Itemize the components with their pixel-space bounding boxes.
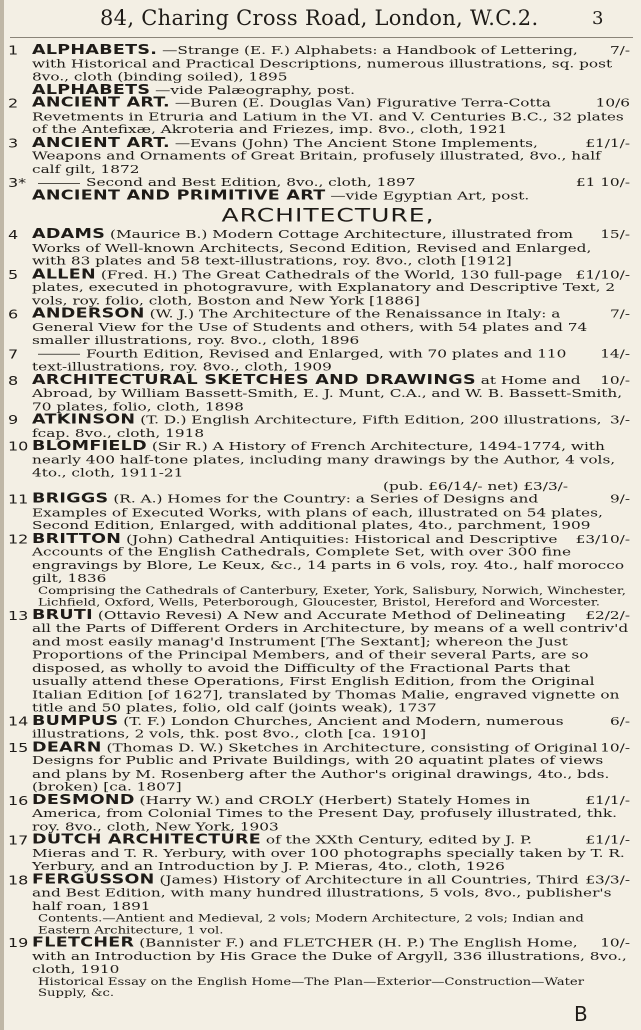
catalogue-entry — [8, 97, 630, 137]
entry-heading: FLETCHER — [32, 934, 135, 951]
entry-description: at Home and Abroad, by William Bassett-Smith, E. J. Munt, C.A., and W. B. Bassett-Smith, 70 plates, folio, cloth, 1898 — [32, 373, 623, 414]
header-address: 84, Charing Cross Road, London, W.C.2. — [100, 6, 539, 30]
entry-price: 10/- — [600, 373, 630, 387]
entry-price: £1/1/- — [585, 135, 630, 150]
catalogue-listing — [8, 44, 630, 1000]
entry-heading: ANCIENT ART. — [32, 135, 170, 151]
entry-heading: BRIGGS — [32, 491, 109, 507]
entry-heading: ANCIENT AND PRIMITIVE ART — [32, 187, 326, 204]
entry-contents-note: Historical Essay on the English Home—The Plan—Exterior—Construction—Water Supply, &c. — [38, 976, 584, 1000]
entry-description: (Sir R.) A History of French Architecture, 1494-1774, with nearly 400 half-tone plates, including many drawings by the Author, 4 vols, 4to., cloth, 1911-21 — [32, 439, 616, 480]
entry-contents-note: Contents.—Antient and Medieval, 2 vols; Modern Architecture, 2 vols; Indian and Eastern Architecture, 1 vol. — [38, 913, 584, 937]
entry-number: 2 — [8, 96, 19, 111]
catalogue-entry — [8, 44, 630, 84]
header-rule — [10, 37, 633, 38]
ditto-dash — [38, 183, 80, 184]
entry-number: 17 — [8, 832, 29, 848]
entry-description: of the XXth Century, edited by J. P. Mieras and T. R. Yerbury, with over 100 photographs specially taken by T. R. Yerbury, and an Introduction by J. P. Mieras, 4to., cloth, 1926 — [32, 832, 625, 874]
entry-number: 15 — [8, 740, 29, 755]
catalogue-entry — [8, 440, 630, 480]
page-header — [0, 4, 641, 34]
entry-number: 3* — [8, 175, 27, 190]
entry-contents-note: Comprising the Cathedrals of Canterbury, Exeter, York, Salisbury, Norwich, Winchester, Lichfield, Oxford, Wells, Peterborough, Gloucester, Bristol, Hereford and Worcester. — [38, 585, 626, 609]
entry-heading: DEARN — [32, 739, 102, 755]
catalogue-entry — [8, 834, 630, 874]
entry-price: £3/10/- — [575, 531, 630, 546]
entry-number: 18 — [8, 872, 29, 887]
entry-description: (Harry W.) and CROLY (Herbert) Stately Homes in America, from Colonial Times to the Present Day, profusely illustrated, thk. roy. 8vo., cloth, New York, 1903 — [32, 793, 617, 834]
signature-mark: B — [574, 1002, 588, 1026]
entry-number: 8 — [8, 373, 19, 388]
entry-description: (James) History of Architecture in all Countries, Third and Best Edition, with many hundred illustrations, 5 vols, 8vo., publisher's half roan, 1891 — [32, 872, 612, 913]
entry-price: 10/6 — [595, 96, 630, 110]
entry-heading: ANDERSON — [32, 306, 145, 322]
entry-description: Second and Best Edition, 8vo., cloth, 1897 — [86, 175, 416, 190]
catalogue-entry — [8, 347, 630, 373]
entry-description: —vide Palæography, post. — [155, 82, 355, 97]
catalogue-entry — [8, 873, 630, 913]
entry-heading: DUTCH ARCHITECTURE — [32, 832, 261, 848]
entry-number: 11 — [8, 492, 29, 507]
entry-price: 3/- — [609, 412, 630, 427]
entry-description: —vide Egyptian Art, post. — [330, 188, 530, 203]
catalogue-entry — [8, 794, 630, 834]
entry-number: 9 — [8, 412, 19, 428]
entry-number: 13 — [8, 608, 29, 623]
entry-number: 7 — [8, 346, 19, 362]
entry-heading: ARCHITECTURAL SKETCHES AND DRAWINGS — [32, 372, 476, 388]
entry-heading: ALPHABETS. — [32, 42, 158, 58]
entry-publisher-price: (pub. £6/14/- net) £3/3/- — [383, 478, 568, 493]
entry-number: 1 — [8, 43, 19, 58]
catalogue-entry — [8, 936, 630, 976]
entry-number: 10 — [8, 439, 29, 454]
entry-heading: ALLEN — [32, 266, 96, 282]
entry-price: £1 10/- — [575, 175, 630, 190]
page-gutter-shadow — [0, 0, 4, 1030]
entry-price: 9/- — [609, 492, 630, 506]
entry-description: (R. A.) Homes for the Country: a Series of Designs and Examples of Executed Works, with plans of each, illustrated on 54 plates, Second Edition, Enlarged, with additional plates, 4to., parchment, 1909 — [32, 492, 603, 533]
entry-number: 5 — [8, 267, 19, 282]
entry-price: £1/1/- — [585, 832, 630, 847]
entry-description: (Ottavio Revesi) A New and Accurate Method of Delineating all the Parts of Different Orders in Architecture, by means of a well contriv'd and most easily manag'd Instrument [The Sextant]; whereon the Just Proportions of the Principal Members, and of their several Parts, are so disposed, as wholly to avoid the Difficulty of the Fractional Parts that usually attend these Operations, First English Edition, from the Original Italian Edition [of 1627], translated by Thomas Malie, engraved vignette on title and 50 plates, folio, old calf (joints weak), 1737 — [32, 608, 629, 715]
catalogue-entry — [8, 374, 630, 414]
entry-description: (W. J.) The Architecture of the Renaissance in Italy: a General View for the Use of Students and others, with 54 plates and 74 smaller illustrations, roy. 8vo., cloth, 1896 — [32, 306, 588, 348]
entry-number: 6 — [8, 306, 19, 322]
section-heading: ARCHITECTURE, — [221, 204, 435, 227]
entry-description: (Maurice B.) Modern Cottage Architecture, illustrated from Works of Well-known Architects, Second Edition, Revised and Enlarged, with 83 plates and 58 text-illustrations, roy. 8vo., cloth [1912] — [32, 227, 592, 268]
entry-price: 7/- — [609, 43, 630, 57]
entry-price: £1/10/- — [575, 267, 630, 281]
catalogue-entry — [8, 228, 630, 268]
entry-heading: BUMPUS — [32, 713, 119, 729]
entry-heading: BLOMFIELD — [32, 438, 147, 454]
entry-number: 19 — [8, 935, 29, 951]
entry-description: Fourth Edition, Revised and Enlarged, with 70 plates and 110 text-illustrations, roy. 8vo., cloth, 1909 — [32, 346, 567, 374]
entry-description: (John) Cathedral Antiquities: Historical and Descriptive Accounts of the English Cathedrals, Complete Set, with over 300 fine engravings by Blore, Le Keux, &c., 14 parts in 6 vols, roy. 4to., half morocco gilt, 1836 — [32, 531, 625, 586]
entry-description: (T. F.) London Churches, Ancient and Modern, numerous illustrations, 2 vols, thk. post 8vo., cloth [ca. 1910] — [32, 713, 564, 741]
catalogue-entry — [8, 189, 630, 202]
entry-number: 12 — [8, 531, 29, 547]
catalogue-entry — [8, 308, 630, 348]
entry-price: £1/1/- — [585, 793, 630, 807]
entry-description: —Evans (John) The Ancient Stone Implements, Weapons and Ornaments of Great Britain, profusely illustrated, 8vo., half calf gilt, 1872 — [32, 135, 601, 176]
ditto-dash — [38, 354, 80, 355]
entry-number: 4 — [8, 227, 19, 242]
entry-price: £3/3/- — [585, 872, 630, 887]
entry-heading: ADAMS — [32, 226, 106, 242]
entry-number: 16 — [8, 793, 29, 808]
catalogue-entry — [8, 493, 630, 533]
entry-price: 6/- — [609, 713, 630, 728]
entry-heading: ALPHABETS — [32, 82, 151, 98]
entry-heading: ANCIENT ART. — [32, 95, 170, 111]
catalogue-entry — [8, 137, 630, 177]
entry-price: 10/- — [600, 935, 630, 950]
catalogue-entry — [8, 715, 630, 741]
entry-number: 14 — [8, 713, 29, 729]
entry-price: 14/- — [600, 346, 630, 361]
entry-heading: BRITTON — [32, 531, 122, 547]
entry-heading: ATKINSON — [32, 412, 136, 428]
entry-description: (Bannister F.) and FLETCHER (H. P.) The English Home, with an Introduction by His Grace the Duke of Argyll, 336 illustrations, 8vo., cloth, 1910 — [32, 935, 627, 976]
catalogue-entry — [8, 414, 630, 440]
entry-price: £2/2/- — [585, 608, 630, 622]
entry-description: —Buren (E. Douglas Van) Figurative Terra-Cotta Revetments in Etruria and Latium in the VI. and V. Centuries B.C., 32 plates of the Antefixæ, Akroteria and Friezes, imp. 8vo., cloth, 1921 — [32, 96, 624, 137]
page-number: 3 — [592, 8, 604, 29]
catalogue-entry — [8, 533, 630, 586]
entry-description: (Fred. H.) The Great Cathedrals of the World, 130 full-page plates, executed in photogravure, with Explanatory and Descriptive Text, 2 vols, roy. folio, cloth, Boston and New York [1886] — [32, 267, 616, 308]
entry-heading: BRUTI — [32, 607, 93, 623]
entry-description: —Strange (E. F.) Alphabets: a Handbook of Lettering, with Historical and Practical Descriptions, numerous illustrations, sq. post 8vo., cloth (binding soiled), 1895 — [32, 43, 613, 84]
entry-description: (Thomas D. W.) Sketches in Architecture, consisting of Original Designs for Public and Private Buildings, with 20 aquatint plates of views and plans by M. Rosenberg after the Author's original drawings, 4to., bds. (broken) [ca. 1807] — [32, 740, 610, 794]
catalogue-entry — [8, 741, 630, 794]
entry-heading: DESMOND — [32, 792, 135, 808]
entry-number: 3 — [8, 135, 19, 151]
entry-price: 7/- — [609, 306, 630, 321]
catalogue-entry — [8, 609, 630, 715]
entry-heading: FERGUSSON — [32, 871, 155, 887]
entry-price: 15/- — [600, 227, 630, 242]
catalogue-entry — [8, 268, 630, 308]
entry-price: 10/- — [600, 740, 630, 754]
entry-description: (T. D.) English Architecture, Fifth Edition, 200 illustrations, fcap. 8vo., cloth, 1918 — [32, 412, 602, 440]
